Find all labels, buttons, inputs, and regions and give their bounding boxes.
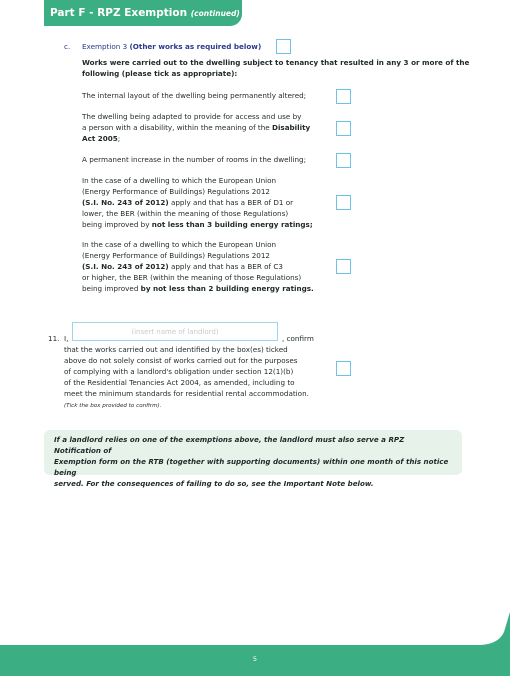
exemption3-label-bold: (Other works as required below): [129, 42, 262, 51]
confirm-line1: that the works carried out and identified by the box(es) ticked: [64, 345, 288, 354]
item-ber-c3-line4: or higher, the BER (within the meaning of those Regulations): [82, 273, 302, 282]
item-rooms-increase: A permanent increase in the number of rooms in the dwelling;: [82, 155, 307, 164]
item-ber-d1-line3: [82, 198, 293, 208]
item-ber-d1-checkbox[interactable]: [336, 195, 351, 210]
item-ber-c3-line5-pre: being improved: [82, 284, 141, 293]
confirm-line5: meet the minimum standards for residential rental accommodation.: [64, 389, 309, 398]
item-disability-line3: [82, 134, 120, 144]
item-ber-d1-line5: [82, 220, 313, 230]
item-ber-c3-line1: In the case of a dwelling to which the European Union: [82, 240, 277, 249]
exemption3-intro-line1: Works were carried out to the dwelling subject to tenancy that resulted in any 3 or more of the: [82, 58, 470, 67]
item-ber-d1-line3-rest: apply and that has a BER of D1 or: [168, 198, 294, 207]
notice-line2: Exemption form on the RTB (together with supporting documents) within one month of this notice being: [54, 457, 449, 477]
item-ber-d1-si: (S.I. No. 243 of 2012): [82, 198, 169, 207]
section-header: [44, 0, 242, 26]
item-ber-c3-checkbox[interactable]: [336, 259, 351, 274]
item-ber-c3-line5: [82, 284, 314, 294]
item-ber-d1-line2: (Energy Performance of Buildings) Regulations 2012: [82, 187, 270, 196]
item-rooms-increase-checkbox[interactable]: [336, 153, 351, 168]
exemption3-checkbox[interactable]: [276, 39, 291, 54]
item-internal-layout: The internal layout of the dwelling being permanently altered;: [82, 91, 307, 100]
item-ber-d1-line4: lower, the BER (within the meaning of those Regulations): [82, 209, 289, 218]
item-ber-d1-line5-pre: being improved by: [82, 220, 152, 229]
item-ber-c3-si: (S.I. No. 243 of 2012): [82, 262, 169, 271]
notice-line3: served. For the consequences of failing to do so, see the Important Note below.: [54, 479, 374, 488]
confirm-line4: of the Residential Tenancies Act 2004, as amended, including to: [64, 378, 295, 387]
exemption3-intro-line2: following (please tick as appropriate):: [82, 69, 238, 78]
confirm-word: , confirm: [282, 334, 314, 343]
footer-band: [0, 612, 510, 676]
item-disability-checkbox[interactable]: [336, 121, 351, 136]
confirm-number: 11.: [48, 334, 60, 343]
exemption-notice: [44, 430, 462, 488]
notice-line1: If a landlord relies on one of the exemptions above, the landlord must also serve a RPZ Notification of: [54, 435, 405, 455]
item-ber-c3-line3-rest: apply and that has a BER of C3: [168, 262, 283, 271]
section-title: Part F - RPZ Exemption: [50, 7, 188, 19]
item-disability-act: Act 2005: [82, 134, 118, 143]
item-disability-bold: Disability: [271, 123, 311, 132]
section-subtitle: (continued): [190, 9, 240, 18]
exemption3-label: Exemption 3: [82, 42, 128, 51]
exemption3-letter: c.: [64, 42, 71, 51]
item-disability-tail: ;: [117, 134, 121, 143]
item-disability-line2-text: a person with a disability, within the meaning of the: [82, 123, 272, 132]
item-ber-c3-bold: by not less than 2 building energy ratings.: [140, 284, 314, 293]
confirm-note: (Tick the box provided to confirm).: [64, 403, 162, 409]
page-number: 5: [252, 655, 258, 663]
landlord-name-input[interactable]: [72, 322, 278, 341]
confirm-line3: of complying with a landlord's obligation under section 12(1)(b): [64, 367, 294, 376]
exemption3-heading: [82, 42, 261, 52]
item-internal-layout-checkbox[interactable]: [336, 89, 351, 104]
item-ber-c3-line3: [82, 262, 283, 272]
item-ber-c3-line2: (Energy Performance of Buildings) Regulations 2012: [82, 251, 270, 260]
confirm-prefix: I,: [64, 334, 69, 343]
confirm-checkbox[interactable]: [336, 361, 351, 376]
item-disability-line2: [82, 123, 310, 133]
item-disability-line1: The dwelling being adapted to provide for access and use by: [82, 112, 302, 121]
confirm-line2: above do not solely consist of works carried out for the purposes: [64, 356, 298, 365]
item-ber-d1-line1: In the case of a dwelling to which the European Union: [82, 176, 277, 185]
item-ber-d1-bold: not less than 3 building energy ratings;: [151, 220, 313, 229]
